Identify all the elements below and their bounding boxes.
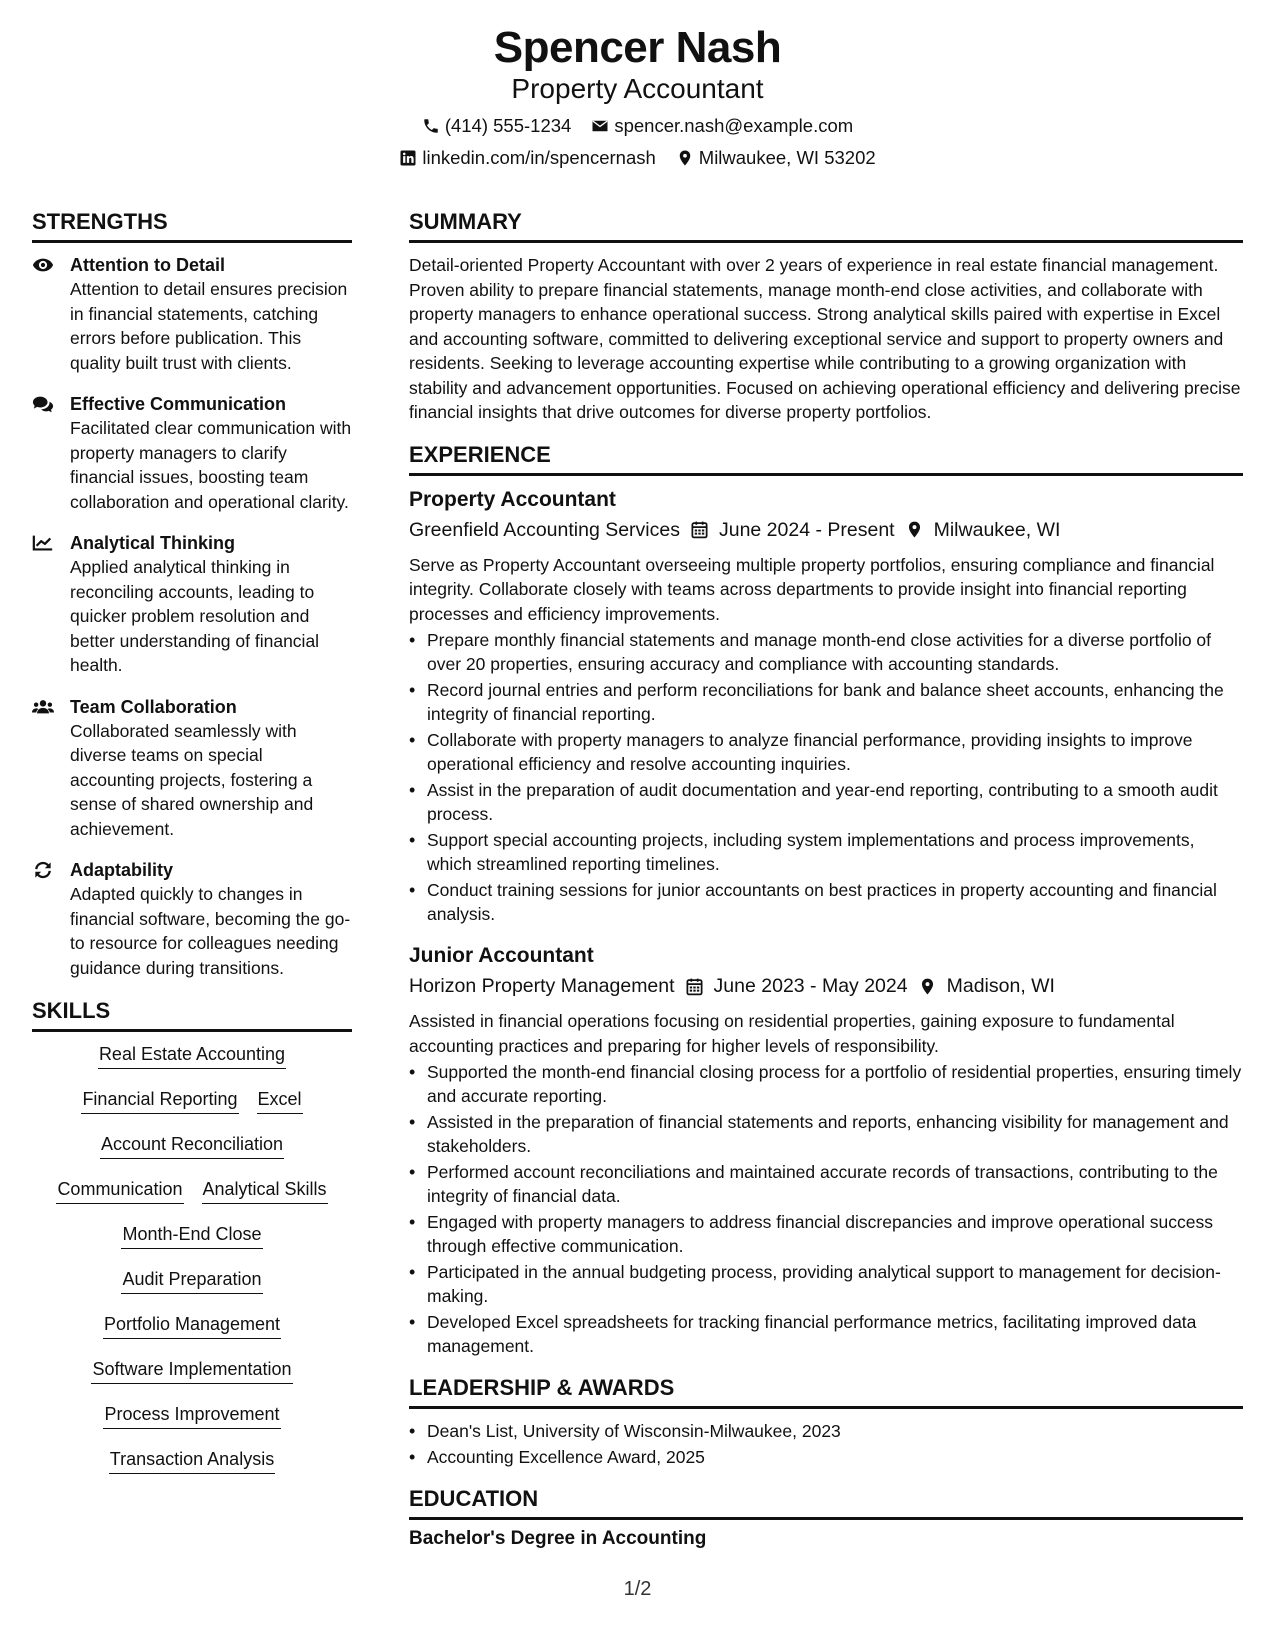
- education-heading: EDUCATION: [409, 1485, 1243, 1520]
- skill-tag: Communication: [56, 1177, 183, 1204]
- eye-icon: [32, 256, 54, 274]
- skill-row: [32, 1267, 352, 1294]
- skill-tag: Month-End Close: [121, 1222, 262, 1249]
- job-bullet: • Supported the month-end financial closing process for a portfolio of residential properties, ensuring timely and accurate reporting.: [409, 1060, 1243, 1108]
- strength-desc: Attention to detail ensures precision in financial statements, catching errors before publication. This quality built trust with clients.: [70, 279, 348, 373]
- chart-line-icon: [32, 534, 54, 552]
- strength-title: Team Collaboration: [70, 696, 237, 717]
- sync-icon: [32, 861, 54, 879]
- job-bullet: • Assisted in the preparation of financial statements and reports, enhancing visibility for management and stakeholders.: [409, 1110, 1243, 1158]
- strength-item: [32, 695, 352, 842]
- calendar-icon: [690, 520, 709, 539]
- right-column: [409, 208, 1243, 1552]
- phone-text: (414) 555-1234: [444, 115, 572, 136]
- summary-text: Detail-oriented Property Accountant with over 2 years of experience in real estate financial management. Proven ability to prepare financial statements, manage month-end close activities, and collaborate with property managers to enhance operational success. Strong analytical skills paired with expertise in Excel and accounting software, committed to delivering exceptional service and support to property owners and residents. Seeking to leverage accounting expertise while contributing to a growing organization with stability and advancement opportunities. Focused on achieving operational efficiency and delivering precise financial insights that drive outcomes for diverse property portfolios.: [409, 255, 1241, 422]
- job-company: Greenfield Accounting Services: [409, 518, 680, 541]
- skill-tag: Financial Reporting: [81, 1087, 238, 1114]
- email-text: spencer.nash@example.com: [614, 115, 854, 136]
- job-title: Property Accountant: [409, 487, 616, 511]
- job-bullets: [409, 1060, 1243, 1358]
- location-contact: [676, 146, 876, 170]
- job-entry: [409, 486, 1243, 927]
- skill-row: [32, 1177, 352, 1204]
- strength-title: Attention to Detail: [70, 255, 225, 275]
- strength-title: Analytical Thinking: [70, 533, 236, 553]
- map-pin-icon: [918, 977, 937, 996]
- experience-heading: EXPERIENCE: [409, 441, 1243, 476]
- job-meta: [409, 972, 1243, 1000]
- job-bullet: • Conduct training sessions for junior accountants on best practices in property accounting and financial analysis.: [409, 878, 1243, 926]
- job-dates: June 2023 - May 2024: [713, 975, 908, 997]
- linkedin-text: linkedin.com/in/spencernash: [422, 147, 656, 168]
- skill-row: [32, 1447, 352, 1474]
- job-meta: [409, 516, 1243, 544]
- job-location: Milwaukee, WI: [933, 518, 1061, 541]
- skill-tag: Real Estate Accounting: [98, 1042, 286, 1069]
- job-entry: [409, 942, 1243, 1358]
- users-icon: [32, 698, 54, 716]
- resume-header: [0, 22, 1275, 170]
- strength-title: Adaptability: [70, 860, 174, 880]
- candidate-title: Property Accountant: [511, 73, 764, 104]
- summary-heading: SUMMARY: [409, 208, 1243, 243]
- job-description: Assisted in financial operations focusing on residential properties, gaining exposure to fundamental accounting practices and preparing for higher levels of responsibility.: [409, 1011, 1175, 1056]
- skill-row: [32, 1312, 352, 1339]
- envelope-icon: [591, 117, 609, 135]
- calendar-icon: [685, 977, 704, 996]
- strength-desc: Applied analytical thinking in reconciling accounts, leading to quicker problem resolution and better understanding of financial health.: [70, 557, 320, 675]
- skill-tag: Analytical Skills: [202, 1177, 328, 1204]
- strength-item: [32, 253, 352, 375]
- page-number: 1/2: [623, 1578, 652, 1600]
- job-bullet: • Engaged with property managers to address financial discrepancies and improve operational success through effective communication.: [409, 1210, 1243, 1258]
- strength-item: [32, 531, 352, 678]
- skill-tag: Software Implementation: [91, 1357, 292, 1384]
- skill-row: [32, 1357, 352, 1384]
- skills-list: [32, 1042, 352, 1474]
- skill-row: [32, 1087, 352, 1114]
- contact-row-1: [0, 114, 1275, 138]
- awards-list: [409, 1419, 1243, 1469]
- phone-icon: [422, 117, 440, 135]
- skill-row: [32, 1402, 352, 1429]
- job-company: Horizon Property Management: [409, 975, 675, 997]
- phone-contact[interactable]: [422, 114, 572, 138]
- job-bullet: • Support special accounting projects, including system implementations and process improvements, which streamlined reporting timelines.: [409, 828, 1243, 876]
- skill-tag: Portfolio Management: [103, 1312, 281, 1339]
- skill-tag: Excel: [257, 1087, 303, 1114]
- job-bullet: • Prepare monthly financial statements and manage month-end close activities for a diverse portfolio of over 20 properties, ensuring accuracy and compliance with accounting standards.: [409, 628, 1243, 676]
- skill-tag: Process Improvement: [103, 1402, 280, 1429]
- map-pin-icon: [905, 520, 924, 539]
- linkedin-icon: [399, 149, 417, 167]
- job-dates: June 2024 - Present: [718, 518, 895, 541]
- skill-row: [32, 1132, 352, 1159]
- strength-desc: Adapted quickly to changes in financial software, becoming the go-to resource for colleagues needing guidance during transitions.: [70, 884, 351, 978]
- job-bullet: • Developed Excel spreadsheets for tracking financial performance metrics, facilitating improved data management.: [409, 1310, 1243, 1358]
- strengths-heading: STRENGTHS: [32, 208, 352, 243]
- job-description: Serve as Property Accountant overseeing multiple property portfolios, ensuring compliance and financial integrity. Collaborate closely with teams across departments to provide insight into financial reporting processes and efficiency improvements.: [409, 554, 1215, 624]
- job-bullet: • Participated in the annual budgeting process, providing analytical support to management for decision-making.: [409, 1260, 1243, 1308]
- job-title: Junior Accountant: [409, 944, 594, 967]
- job-location: Madison, WI: [946, 975, 1055, 997]
- email-contact[interactable]: [591, 114, 853, 138]
- skills-heading: SKILLS: [32, 997, 352, 1032]
- award-item: • Accounting Excellence Award, 2025: [409, 1445, 1243, 1469]
- job-bullet: • Record journal entries and perform reconciliations for bank and balance sheet accounts, enhancing the integrity of financial reporting.: [409, 678, 1243, 726]
- strength-title: Effective Communication: [70, 394, 287, 414]
- strength-item: [32, 392, 352, 514]
- strength-item: [32, 858, 352, 980]
- skill-tag: Transaction Analysis: [109, 1447, 275, 1474]
- job-bullet: • Performed account reconciliations and maintained accurate records of transactions, contributing to the integrity of financial data.: [409, 1160, 1243, 1208]
- award-item: • Dean's List, University of Wisconsin-Milwaukee, 2023: [409, 1419, 1243, 1443]
- job-bullets: [409, 628, 1243, 926]
- candidate-name: Spencer Nash: [493, 23, 782, 72]
- education-degree: Bachelor's Degree in Accounting: [409, 1528, 707, 1549]
- skill-tag: Audit Preparation: [121, 1267, 262, 1294]
- left-column: [32, 208, 352, 1492]
- job-bullet: • Assist in the preparation of audit documentation and year-end reporting, contributing to a smooth audit process.: [409, 778, 1243, 826]
- contact-row-2: [0, 146, 1275, 170]
- location-text: Milwaukee, WI 53202: [698, 147, 876, 168]
- strength-desc: Collaborated seamlessly with diverse teams on special accounting projects, fostering a sense of shared ownership and achievement.: [70, 720, 314, 839]
- map-pin-icon: [676, 149, 694, 167]
- skill-row: [32, 1042, 352, 1069]
- skill-tag: Account Reconciliation: [100, 1132, 284, 1159]
- strength-desc: Facilitated clear communication with property managers to clarify financial issues, boosting team collaboration and operational clarity.: [70, 418, 352, 512]
- awards-heading: LEADERSHIP & AWARDS: [409, 1374, 1243, 1409]
- linkedin-contact[interactable]: [399, 146, 655, 170]
- job-bullet: • Collaborate with property managers to analyze financial performance, providing insights to improve operational efficiency and resolve accounting inquiries.: [409, 728, 1243, 776]
- skill-row: [32, 1222, 352, 1249]
- comments-icon: [32, 395, 54, 413]
